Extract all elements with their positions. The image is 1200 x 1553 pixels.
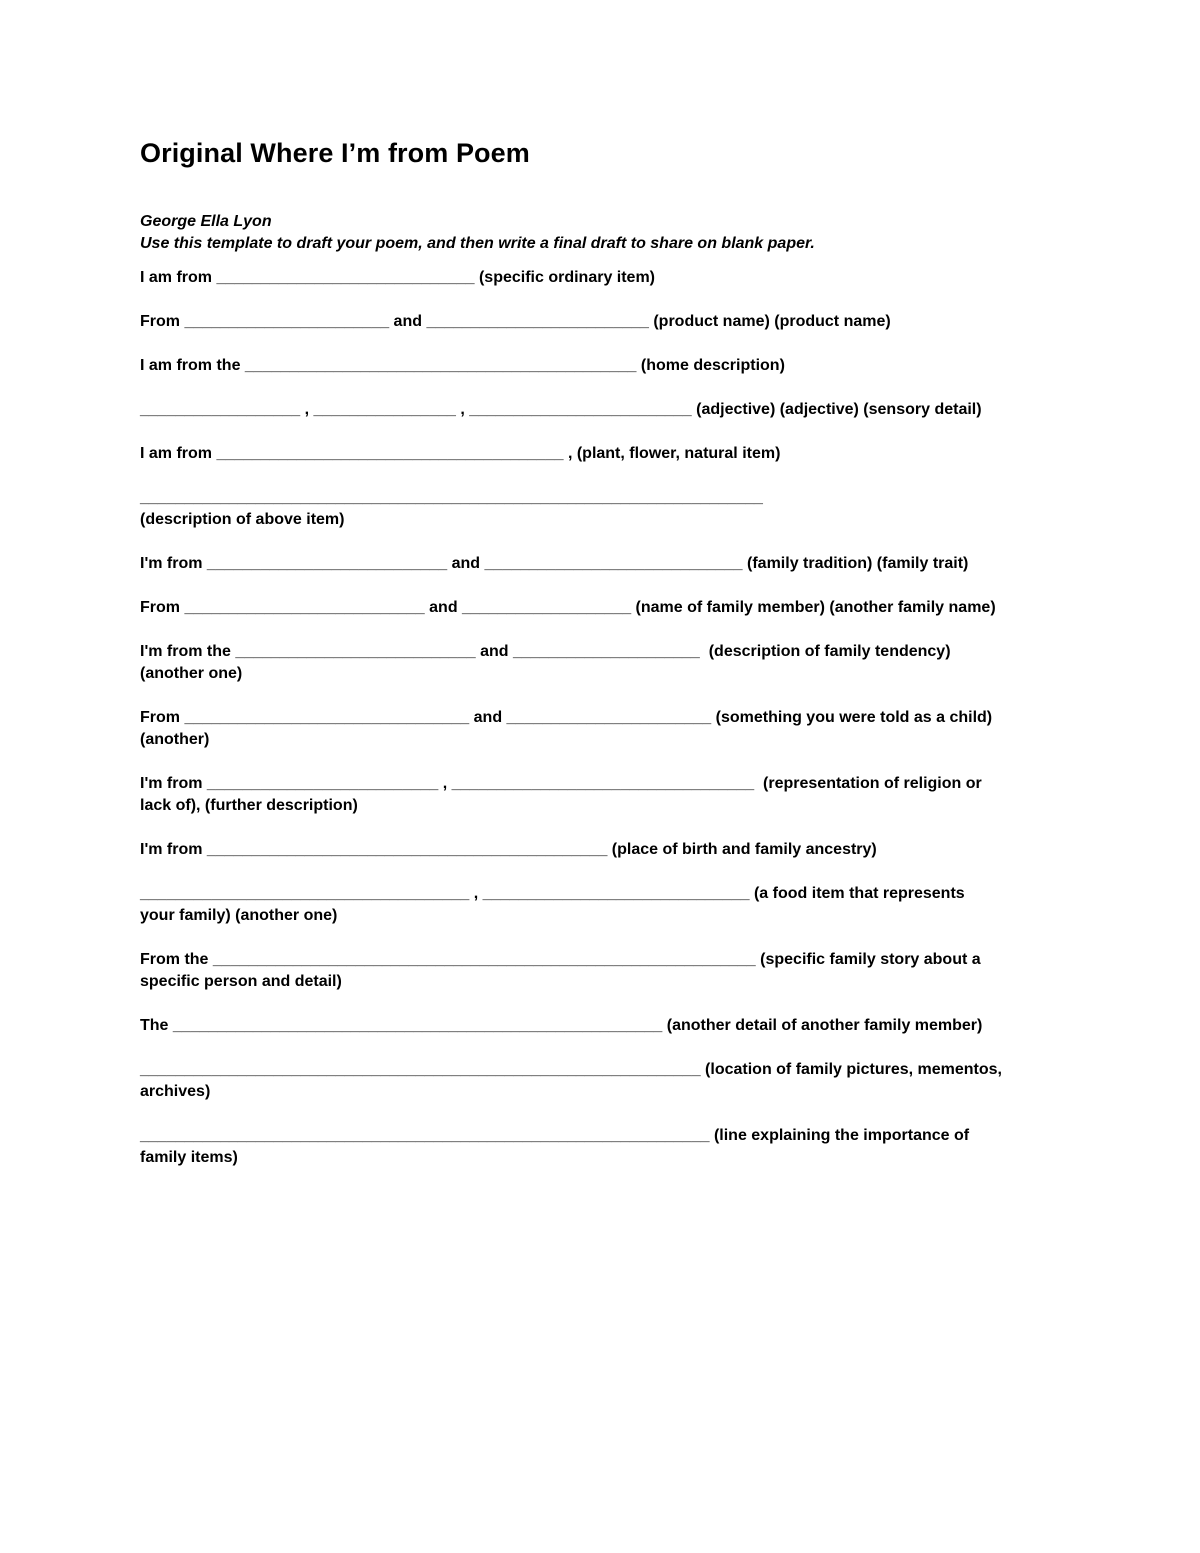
template-line: I am from the ____________________________________________ (home description): [140, 357, 785, 374]
document-title: Original Where I’m from Poem: [140, 138, 530, 168]
poem-template-lines: [140, 267, 1080, 1169]
template-line: I am from _______________________________________ , (plant, flower, natural item): [140, 445, 781, 462]
template-line: __________________ , ________________ , _________________________ (adjective) (adjective) (sensory detail): [140, 401, 982, 418]
template-line: From ___________________________ and ___________________ (name of family member) (another family name): [140, 599, 996, 616]
template-line: _____________________________________ , ______________________________ (a food item that represents your family) (another one): [140, 885, 965, 924]
template-line: I'm from the ___________________________ and _____________________ (description of family tendency) (another one): [140, 643, 951, 682]
template-line: From the _____________________________________________________________ (specific family story about a specific person and detail): [140, 951, 981, 990]
template-line: I'm from ___________________________ and _____________________________ (family tradition) (family trait): [140, 555, 969, 572]
template-line: I'm from _____________________________________________ (place of birth and family ancestry): [140, 841, 877, 858]
template-line: From _______________________ and _________________________ (product name) (product name): [140, 313, 891, 330]
template-line: ______________________________________________________________________ (description of above item): [140, 489, 763, 528]
document-page: [140, 138, 1080, 1191]
template-line: I am from _____________________________ (specific ordinary item): [140, 269, 656, 286]
template-line: ________________________________________________________________ (line explaining the importance of family items): [140, 1127, 970, 1166]
author-line: George Ella Lyon: [140, 213, 272, 230]
template-line: I'm from __________________________ , __________________________________ (representation of religion or lack of), (further description): [140, 775, 982, 814]
instructions-line: Use this template to draft your poem, and then write a final draft to share on blank paper.: [140, 235, 815, 252]
template-line: _______________________________________________________________ (location of family pictures, mementos, archives): [140, 1061, 1002, 1100]
template-line: The _______________________________________________________ (another detail of another family member): [140, 1017, 983, 1034]
template-line: From ________________________________ and _______________________ (something you were told as a child) (another): [140, 709, 993, 748]
